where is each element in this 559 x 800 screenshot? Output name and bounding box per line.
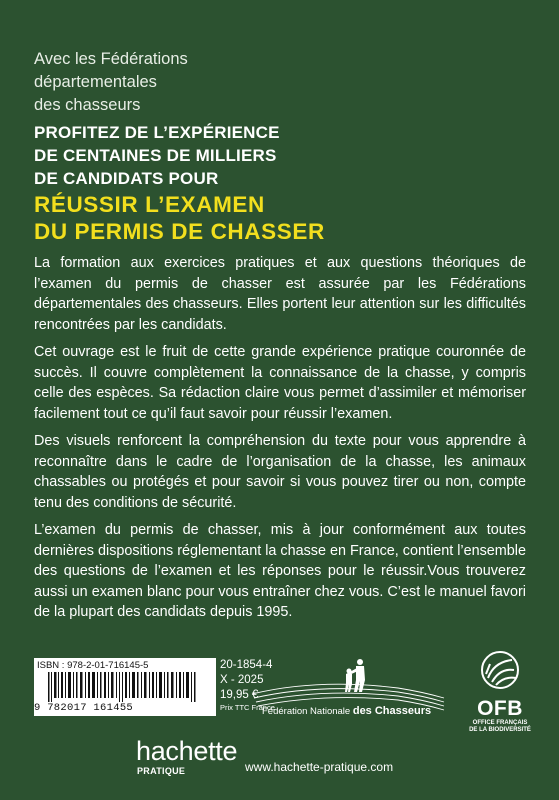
- intro-line-2: départementales: [34, 73, 157, 91]
- fnc-name: [262, 705, 431, 717]
- publisher-url[interactable]: www.hachette-pratique.com: [245, 760, 394, 774]
- fnc-name-suffix: des Chasseurs: [352, 705, 432, 717]
- isbn-label: ISBN : 978-2-01-716145-5: [37, 660, 149, 671]
- reference-code: 20-1854-4: [220, 659, 273, 671]
- price-note: Prix TTC France: [220, 703, 275, 712]
- ofb-name: OFB: [477, 697, 523, 720]
- headline-line-3: DE CANDIDATS POUR: [34, 169, 219, 188]
- price: 19,95 €: [220, 689, 259, 701]
- barcode-icon: [40, 672, 210, 702]
- highlight-line-1: RÉUSSIR L’EXAMEN: [34, 192, 265, 217]
- paragraph-1: La formation aux exercices pratiques et aux questions théoriques de l’examen du permis de chasser est assurée par les Fédérations départementales des chasseurs. Elles portent leur attention sur les difficultés rencontrées par les candidats.: [34, 255, 526, 333]
- highlight-title: [34, 191, 325, 245]
- paragraph-2: Cet ouvrage est le fruit de cette grande expérience pratique couronnée de succès. Il couvre complètement la connaissance de la chasse, y compris celle des espèces. Sa rédaction claire vous permet d’assimiler et mémoriser facilement tout ce qu’il faut savoir pour réussir l’examen.: [34, 344, 526, 422]
- intro-line-1: Avec les Fédérations: [34, 50, 188, 68]
- intro-text: [34, 48, 188, 117]
- highlight-line-2: DU PERMIS DE CHASSER: [34, 219, 325, 244]
- intro-line-3: des chasseurs: [34, 96, 141, 114]
- ofb-text: [462, 698, 538, 734]
- publisher-imprint: PRATIQUE: [137, 766, 186, 776]
- publisher-logo: hachette: [136, 736, 238, 766]
- barcode-box: [34, 658, 216, 716]
- paragraph-4: L’examen du permis de chasser, mis à jour conformément aux toutes dernières dispositions réglementant la chasse en France, contient l’ensemble des questions de l’examen et les réponses pour le réussir.Vous trouverez aussi un examen blanc pour vous entraîner chez vous. C’est le manuel favori de la plupart des candidats depuis 1995.: [34, 522, 526, 620]
- fnc-name-prefix: Fédération Nationale: [262, 706, 351, 717]
- barcode-digits: 9 782017 161455: [34, 702, 134, 714]
- headline-line-2: DE CENTAINES DE MILLIERS: [34, 146, 277, 165]
- edition-code: X - 2025: [220, 674, 264, 686]
- paragraph-3: Des visuels renforcent la compréhension du texte pour vous apprendre à reconnaître dans le cadre de l’organisation de la chasse, les animaux chassables ou protégés et pour savoir si vous pouvez tirer ou non, compte tenu des conditions de sécurité.: [34, 433, 526, 511]
- ofb-tagline-1: OFFICE FRANÇAIS: [472, 720, 528, 726]
- headline: [34, 121, 280, 190]
- headline-line-1: PROFITEZ DE L’EXPÉRIENCE: [34, 123, 280, 142]
- ofb-tagline-2: DE LA BIODIVERSITÉ: [469, 727, 531, 733]
